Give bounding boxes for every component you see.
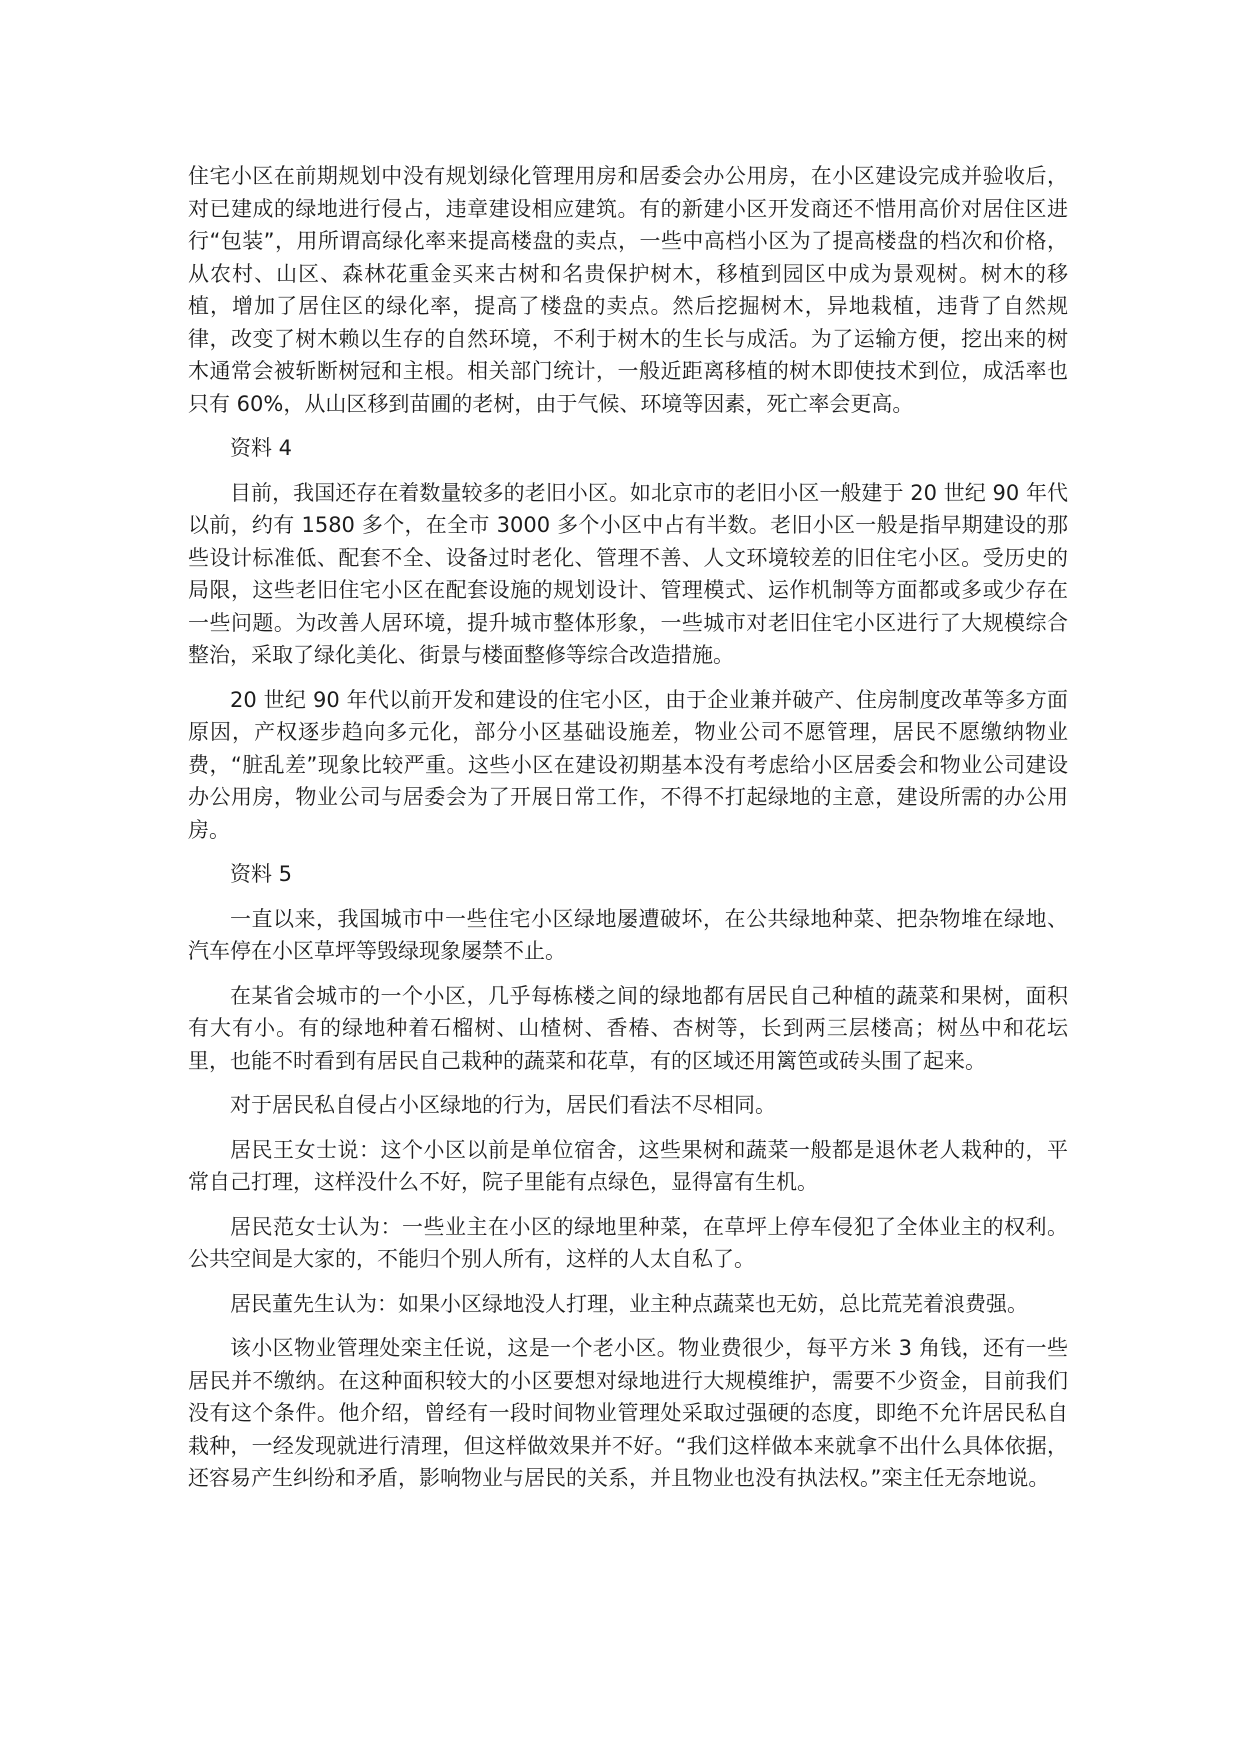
section-label-material-5: 资料 5 xyxy=(230,862,293,886)
paragraph-ms-wang: 居民王女士说：这个小区以前是单位宿舍，这些果树和蔬菜一般都是退休老人栽种的，平常自己打理，这样没什么不好，院子里能有点绿色，显得富有生机。 xyxy=(188,1137,1068,1194)
paragraph-provincial-community: 在某省会城市的一个小区，几乎每栋楼之间的绿地都有居民自己种植的蔬菜和果树，面积有大有小。有的绿地种着石榴树、山楂树、香椿、杏树等，长到两三层楼高；树丛中和花坛里，也能不时看到有居民自己栽种的蔬菜和花草，有的区域还用篱笆或砖头围了起来。 xyxy=(188,983,1068,1073)
paragraph-mr-dong: 居民董先生认为：如果小区绿地没人打理，业主种点蔬菜也无妨，总比荒芜着浪费强。 xyxy=(230,1291,1028,1316)
paragraph-director-luan: 该小区物业管理处栾主任说，这是一个老小区。物业费很少，每平方米 3 角钱，还有一些居民并不缴纳。在这种面积较大的小区要想对绿地进行大规模维护，需要不少资金，目前我们没有这个条件。他介绍，曾经有一段时间物业管理处采取过强硬的态度，即绝不允许居民私自栽种，一经发现就进行清理，但这样做效果并不好。“我们这样做本来就拿不出什么具体依据，还容易产生纠纷和矛盾，影响物业与居民的关系，并且物业也没有执法权。”栾主任无奈地说。 xyxy=(188,1336,1068,1490)
section-label-material-4: 资料 4 xyxy=(230,436,293,460)
paragraph-greenland-damage: 一直以来，我国城市中一些住宅小区绿地屡遭破坏，在公共绿地种菜、把杂物堆在绿地、汽车停在小区草坪等毁绿现象屡禁不止。 xyxy=(188,906,1068,963)
paragraph-1990s-communities: 20 世纪 90 年代以前开发和建设的住宅小区，由于企业兼并破产、住房制度改革等多方面原因，产权逐步趋向多元化，部分小区基础设施差，物业公司不愿管理，居民不愿缴纳物业费，“脏乱差”现象比较严重。这些小区在建设初期基本没有考虑给小区居委会和物业公司建设办公用房，物业公司与居委会为了开展日常工作，不得不打起绿地的主意，建设所需的办公用房。 xyxy=(188,687,1068,842)
paragraph-ms-fan: 居民范女士认为：一些业主在小区的绿地里种菜，在草坪上停车侵犯了全体业主的权利。公共空间是大家的，不能归个别人所有，这样的人太自私了。 xyxy=(188,1214,1068,1271)
paragraph-resident-views: 对于居民私自侵占小区绿地的行为，居民们看法不尽相同。 xyxy=(230,1093,776,1117)
document-page xyxy=(188,160,1068,1507)
paragraph-old-communities: 目前，我国还存在着数量较多的老旧小区。如北京市的老旧小区一般建于 20 世纪 90 年代以前，约有 1580 多个，在全市 3000 多个小区中占有半数。老旧小区一般是指早期建设的那些设计标准低、配套不全、设备过时老化、管理不善、人文环境较差的旧住宅小区。受历史的局限，这些老旧住宅小区在配套设施的规划设计、管理模式、运作机制等方面都或多或少存在一些问题。为改善人居环境，提升城市整体形象，一些城市对老旧住宅小区进行了大规模综合整治，采取了绿化美化、街景与楼面整修等综合改造措施。 xyxy=(188,480,1068,667)
paragraph-greenland-occupation: 住宅小区在前期规划中没有规划绿化管理用房和居委会办公用房，在小区建设完成并验收后，对已建成的绿地进行侵占，违章建设相应建筑。有的新建小区开发商还不惜用高价对居住区进行“包装”，用所谓高绿化率来提高楼盘的卖点，一些中高档小区为了提高楼盘的档次和价格，从农村、山区、森林花重金买来古树和名贵保护树木，移植到园区中成为景观树。树木的移植，增加了居住区的绿化率，提高了楼盘的卖点。然后挖掘树木，异地栽植，违背了自然规律，改变了树木赖以生存的自然环境，不利于树木的生长与成活。为了运输方便，挖出来的树木通常会被斩断树冠和主根。相关部门统计，一般近距离移植的树木即使技术到位，成活率也只有 60%，从山区移到苗圃的老树，由于气候、环境等因素，死亡率会更高。 xyxy=(188,164,1068,416)
